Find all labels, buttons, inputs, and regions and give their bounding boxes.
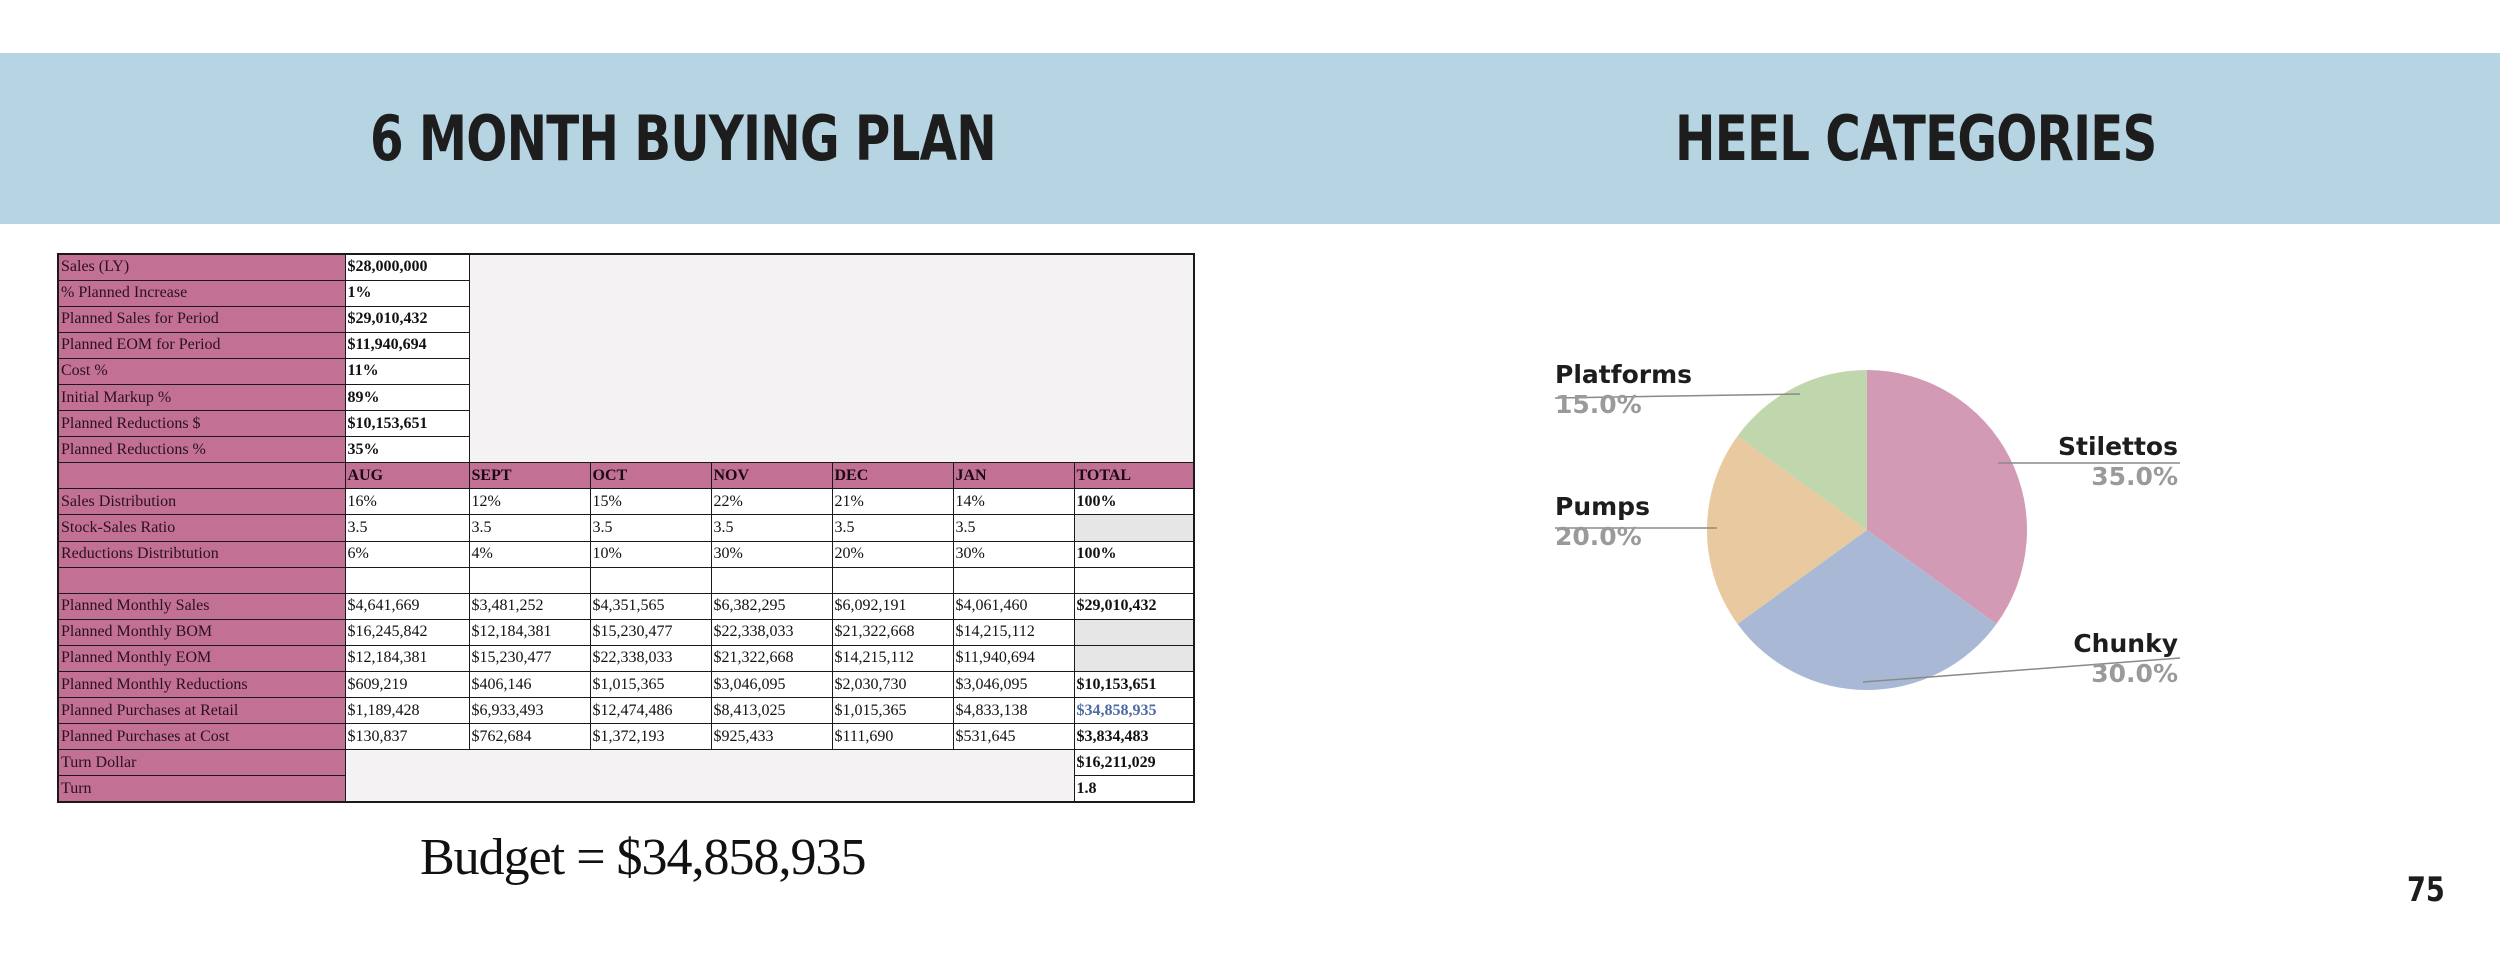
table-cell: $6,092,191 <box>832 593 953 619</box>
table-row <box>58 619 1194 645</box>
row-label: Planned EOM for Period <box>58 332 345 358</box>
page-title-buying-plan: 6 MONTH BUYING PLAN <box>370 102 996 175</box>
table-cell: $406,146 <box>469 672 590 698</box>
row-label: Planned Purchases at Cost <box>58 724 345 750</box>
table-cell: $21,322,668 <box>832 619 953 645</box>
table-cell: $15,230,477 <box>469 645 590 671</box>
table-cell: 3.5 <box>953 515 1074 541</box>
table-cell: $12,474,486 <box>590 698 711 724</box>
table-cell: $111,690 <box>832 724 953 750</box>
table-cell <box>711 567 832 593</box>
month-header: DEC <box>832 463 953 489</box>
table-cell: $11,940,694 <box>953 645 1074 671</box>
table-cell: $15,230,477 <box>590 619 711 645</box>
total-cell: $29,010,432 <box>1074 593 1194 619</box>
table-cell: 3.5 <box>590 515 711 541</box>
row-label: Sales (LY) <box>58 254 345 280</box>
blank-area <box>345 750 1074 802</box>
total-cell: $34,858,935 <box>1074 698 1194 724</box>
table-cell <box>469 567 590 593</box>
month-header: SEPT <box>469 463 590 489</box>
blank-area <box>469 254 1194 463</box>
table-cell: $1,189,428 <box>345 698 469 724</box>
budget-text: Budget = $34,858,935 <box>420 829 866 886</box>
row-label: % Planned Increase <box>58 280 345 306</box>
row-label: Planned Sales for Period <box>58 306 345 332</box>
total-cell: $16,211,029 <box>1074 750 1194 776</box>
total-cell: $3,834,483 <box>1074 724 1194 750</box>
table-cell: $3,046,095 <box>711 672 832 698</box>
table-cell: $1,015,365 <box>832 698 953 724</box>
header-blank <box>58 463 345 489</box>
row-label: Planned Monthly BOM <box>58 619 345 645</box>
row-label: Stock-Sales Ratio <box>58 515 345 541</box>
pie-svg <box>1520 340 2240 720</box>
table-cell: 3.5 <box>711 515 832 541</box>
table-cell: 4% <box>469 541 590 567</box>
table-cell: 22% <box>711 489 832 515</box>
table-cell: $21,322,668 <box>711 645 832 671</box>
table-cell: 21% <box>832 489 953 515</box>
table-cell: 30% <box>953 541 1074 567</box>
table-cell: 3.5 <box>469 515 590 541</box>
month-header: AUG <box>345 463 469 489</box>
heel-categories-pie-chart <box>1520 340 2240 720</box>
table-cell: $2,030,730 <box>832 672 953 698</box>
table-cell: $22,338,033 <box>711 619 832 645</box>
slice-percent-label: 20.0% <box>1555 522 1642 551</box>
row-label: Planned Monthly Sales <box>58 593 345 619</box>
table-cell: $4,351,565 <box>590 593 711 619</box>
total-cell: 100% <box>1074 489 1194 515</box>
summary-value: 1% <box>345 280 469 306</box>
table-cell: 20% <box>832 541 953 567</box>
month-header: JAN <box>953 463 1074 489</box>
row-label: Planned Monthly EOM <box>58 645 345 671</box>
table-cell: 10% <box>590 541 711 567</box>
table-cell: $14,215,112 <box>832 645 953 671</box>
table-cell: 14% <box>953 489 1074 515</box>
table-cell: 3.5 <box>832 515 953 541</box>
row-label: Planned Purchases at Retail <box>58 698 345 724</box>
slice-percent-label: 15.0% <box>1555 390 1642 419</box>
table-cell: $925,433 <box>711 724 832 750</box>
row-label: Planned Monthly Reductions <box>58 672 345 698</box>
row-label: Planned Reductions $ <box>58 411 345 437</box>
slice-name-label: Stilettos <box>2057 432 2178 461</box>
slice-name-label: Platforms <box>1555 360 1693 389</box>
slice-percent-label: 30.0% <box>2091 659 2178 688</box>
row-label: Cost % <box>58 358 345 384</box>
table-row <box>58 724 1194 750</box>
summary-row <box>58 254 1194 280</box>
total-cell: $10,153,651 <box>1074 672 1194 698</box>
table-row <box>58 541 1194 567</box>
table-cell: $3,046,095 <box>953 672 1074 698</box>
slice-name-label: Pumps <box>1555 492 1650 521</box>
row-label: Initial Markup % <box>58 384 345 410</box>
total-cell <box>1074 619 1194 645</box>
table-cell: $12,184,381 <box>345 645 469 671</box>
table-row <box>58 672 1194 698</box>
slice-percent-label: 35.0% <box>2091 462 2178 491</box>
table-cell <box>953 567 1074 593</box>
table-cell: $130,837 <box>345 724 469 750</box>
summary-value: $11,940,694 <box>345 332 469 358</box>
month-header: OCT <box>590 463 711 489</box>
buying-plan-table <box>57 253 1195 803</box>
summary-value: 11% <box>345 358 469 384</box>
table-cell: $6,382,295 <box>711 593 832 619</box>
table-cell: 16% <box>345 489 469 515</box>
table-cell <box>1074 567 1194 593</box>
table-row <box>58 645 1194 671</box>
table-cell: $4,641,669 <box>345 593 469 619</box>
page-number: 75 <box>2407 870 2445 910</box>
table-cell: $531,645 <box>953 724 1074 750</box>
table-cell: 3.5 <box>345 515 469 541</box>
header-banner <box>0 53 2500 224</box>
row-label: Turn Dollar <box>58 750 345 776</box>
table-cell: $3,481,252 <box>469 593 590 619</box>
table-cell <box>832 567 953 593</box>
total-cell: 100% <box>1074 541 1194 567</box>
table-cell: 6% <box>345 541 469 567</box>
summary-value: $10,153,651 <box>345 411 469 437</box>
table-cell: $6,933,493 <box>469 698 590 724</box>
summary-value: $29,010,432 <box>345 306 469 332</box>
row-label: Reductions Distribtution <box>58 541 345 567</box>
table-cell: 15% <box>590 489 711 515</box>
total-cell <box>1074 515 1194 541</box>
table-cell: $12,184,381 <box>469 619 590 645</box>
table-cell: $609,219 <box>345 672 469 698</box>
row-label: Sales Distribution <box>58 489 345 515</box>
total-cell <box>1074 645 1194 671</box>
month-header: NOV <box>711 463 832 489</box>
summary-value: 35% <box>345 437 469 463</box>
table-cell: $22,338,033 <box>590 645 711 671</box>
row-label: Turn <box>58 776 345 802</box>
row-label <box>58 567 345 593</box>
table-cell: $4,833,138 <box>953 698 1074 724</box>
total-header: TOTAL <box>1074 463 1194 489</box>
table-cell <box>590 567 711 593</box>
spacer-row <box>58 567 1194 593</box>
table-cell: $1,372,193 <box>590 724 711 750</box>
row-label: Planned Reductions % <box>58 437 345 463</box>
table-cell: $762,684 <box>469 724 590 750</box>
month-header-row <box>58 463 1194 489</box>
table-cell: $8,413,025 <box>711 698 832 724</box>
table-cell: 30% <box>711 541 832 567</box>
slice-name-label: Chunky <box>2073 629 2178 658</box>
table-cell <box>345 567 469 593</box>
table-row <box>58 515 1194 541</box>
table-row <box>58 698 1194 724</box>
summary-value: $28,000,000 <box>345 254 469 280</box>
summary-value: 89% <box>345 384 469 410</box>
table-row <box>58 593 1194 619</box>
table-cell: $16,245,842 <box>345 619 469 645</box>
table-cell: $14,215,112 <box>953 619 1074 645</box>
table-cell: $4,061,460 <box>953 593 1074 619</box>
page-title-heel-categories: HEEL CATEGORIES <box>1675 102 2157 175</box>
total-cell: 1.8 <box>1074 776 1194 802</box>
table-row <box>58 489 1194 515</box>
table-cell: $1,015,365 <box>590 672 711 698</box>
table-row <box>58 750 1194 776</box>
table-cell: 12% <box>469 489 590 515</box>
